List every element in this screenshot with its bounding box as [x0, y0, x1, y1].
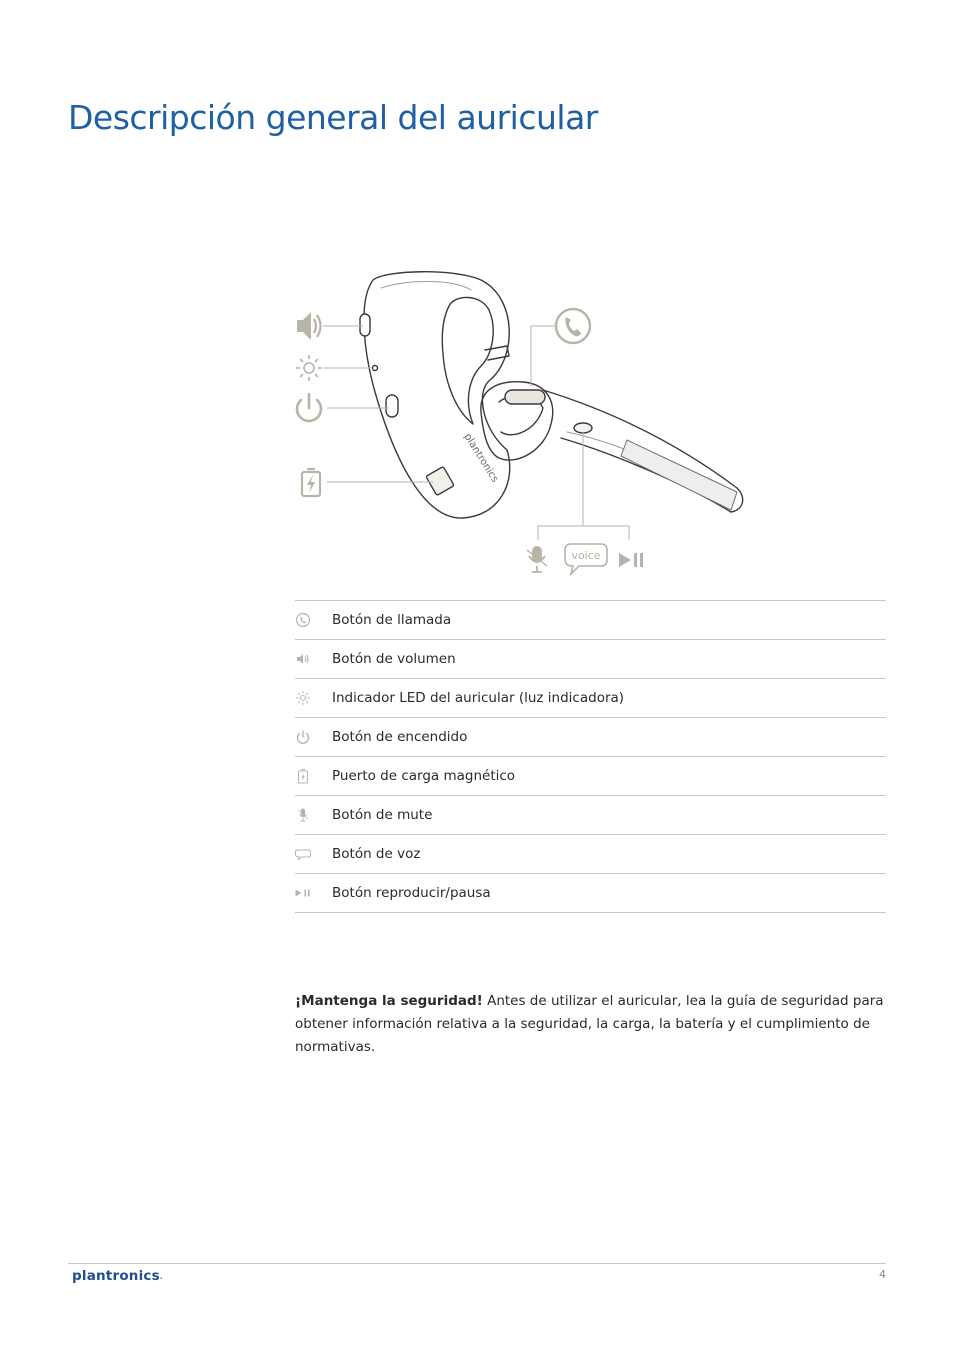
legend-label: Indicador LED del auricular (luz indicadora)	[332, 690, 625, 706]
safety-lead: ¡Mantenga la seguridad!	[295, 993, 483, 1009]
list-item	[295, 874, 886, 913]
list-item	[295, 601, 886, 640]
legend-list	[295, 600, 886, 913]
legend-label: Botón de llamada	[332, 612, 452, 628]
footer-logo	[72, 1268, 163, 1284]
power-icon	[295, 729, 311, 745]
led-icon	[295, 690, 311, 706]
legend-label: Puerto de carga magnético	[332, 768, 516, 784]
list-item	[295, 796, 886, 835]
legend-label: Botón de mute	[332, 807, 433, 823]
call-icon	[295, 612, 311, 628]
play-pause-icon	[619, 553, 643, 567]
headset-illustration	[285, 262, 765, 582]
safety-text: Antes de utilizar el auricular, lea la guía de seguridad para obtener información relativa a la seguridad, la carga, la batería y el cumplimiento de normativas.	[295, 993, 884, 1055]
page-title: Descripción general del auricular	[68, 98, 598, 137]
list-item	[295, 835, 886, 874]
mute-icon	[527, 546, 547, 572]
list-item	[295, 757, 886, 796]
footer-logo-mark: .	[159, 1273, 163, 1281]
legend-label: Botón de volumen	[332, 651, 456, 667]
call-icon	[556, 309, 590, 343]
footer-logo-text: plantronics	[72, 1268, 160, 1284]
list-item	[295, 640, 886, 679]
list-item	[295, 718, 886, 757]
charge-port-icon	[302, 469, 320, 496]
power-icon	[297, 394, 321, 421]
play-pause-icon	[295, 885, 311, 901]
device-brand-text: plantronics	[461, 431, 501, 485]
voice-label: voice	[571, 549, 601, 562]
legend-label: Botón de encendido	[332, 729, 468, 745]
voice-icon	[565, 544, 607, 574]
volume-icon	[297, 312, 321, 340]
list-item	[295, 679, 886, 718]
legend-label: Botón de voz	[332, 846, 421, 862]
footer-divider	[68, 1263, 886, 1264]
charge-port-icon	[295, 768, 311, 784]
legend-label: Botón reproducir/pausa	[332, 885, 491, 901]
volume-icon	[295, 651, 311, 667]
page-number: 4	[879, 1268, 886, 1281]
safety-note	[295, 990, 895, 1059]
voice-icon	[295, 846, 311, 862]
led-icon	[296, 355, 322, 381]
mute-icon	[295, 807, 311, 823]
